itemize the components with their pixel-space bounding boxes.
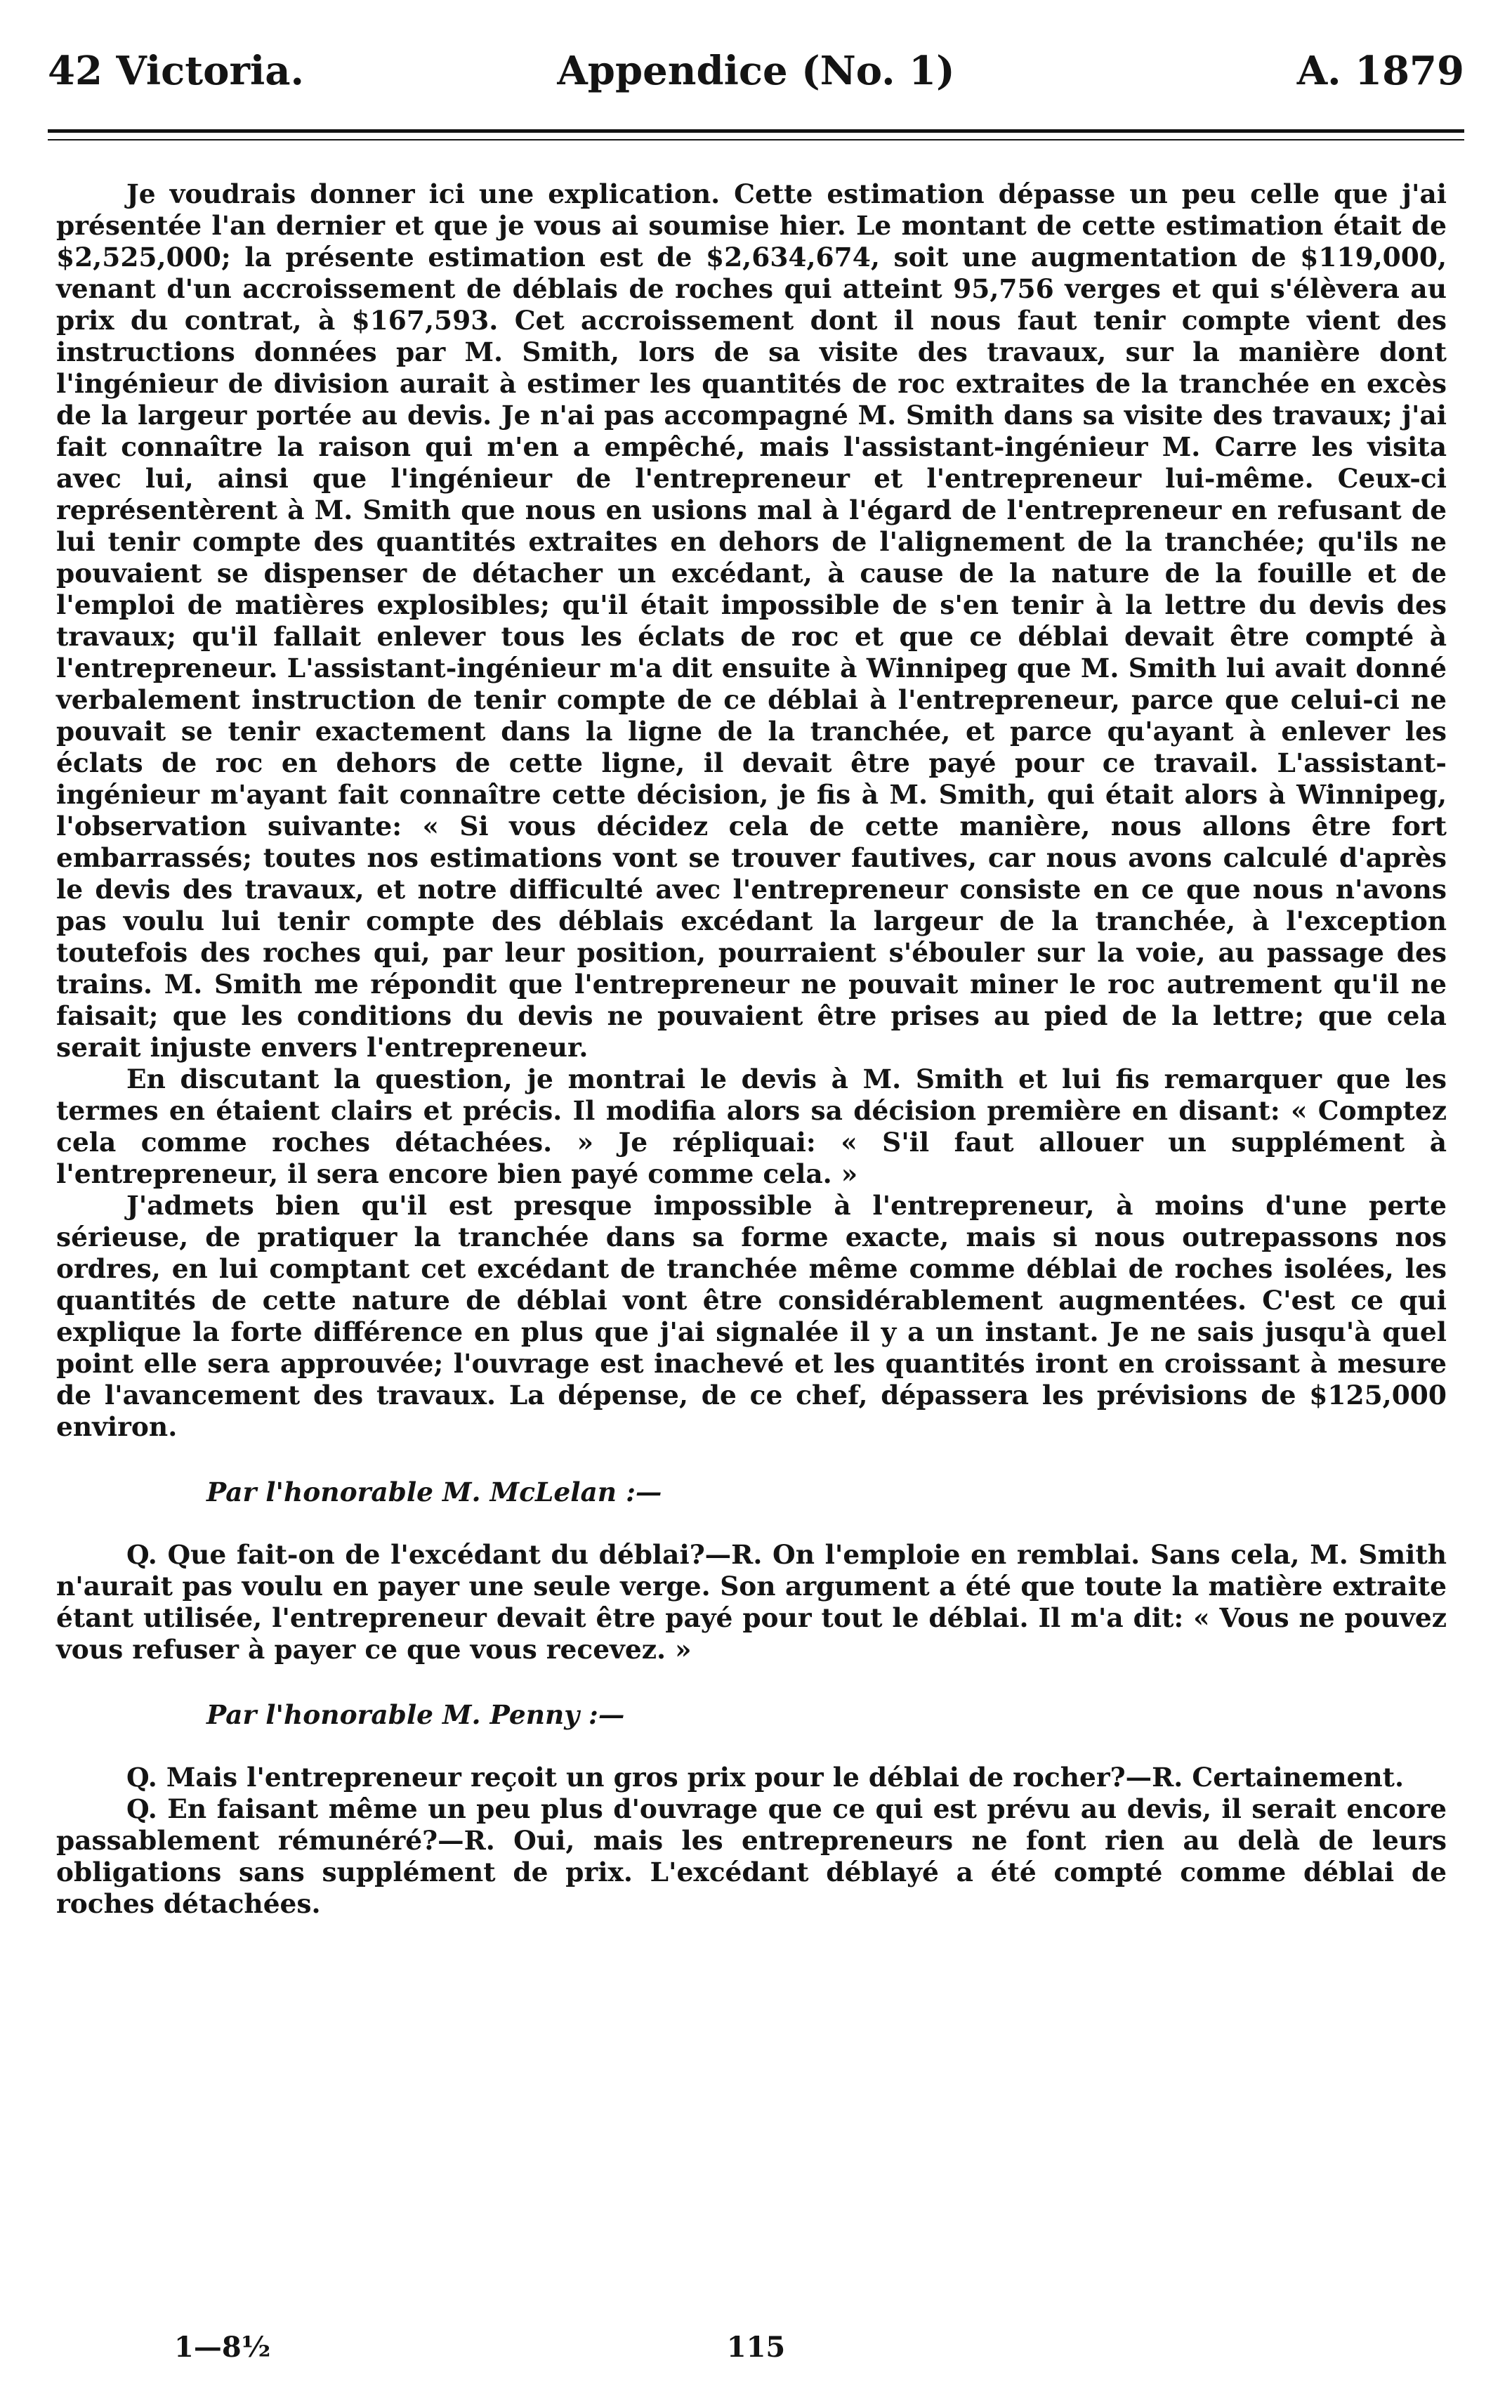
byline-penny: Par l'honorable M. Penny :— (206, 1699, 625, 1730)
byline-mclelan: Par l'honorable M. McLelan :— (206, 1477, 662, 1507)
header-rule-thin (48, 139, 1464, 140)
header-title: Appendice (No. 1) (557, 48, 955, 94)
header-year: A. 1879 (1296, 48, 1464, 94)
question-answer: Q. Que fait-on de l'excédant du déblai?—R. On l'emploie en remblai. Sans cela, M. Smith n'aurait pas voulu en payer une seule verge. Son argument a été que toute la matière extraite étant utilisée, l'entrepreneur devait être payé pour tout le déblai. Il m'a dit: « Vous ne pouvez vous refuser à payer ce que vous recevez. » (56, 1539, 1447, 1665)
paragraph: En discutant la question, je montrai le devis à M. Smith et lui fis remarquer que les termes en étaient clairs et précis. Il modifia alors sa décision première en disant: « Comptez cela comme roches détachées. » Je répliquai: « S'il faut allouer un supplément à l'entrepreneur, il sera encore bien payé comme cela. » (56, 1064, 1447, 1189)
signature-mark: 1—8½ (174, 2331, 271, 2364)
header-session: 42 Victoria. (48, 48, 305, 94)
header-rule (48, 129, 1464, 133)
document-body (56, 178, 1447, 1920)
paragraph: J'admets bien qu'il est presque impossible à l'entrepreneur, à moins d'une perte sérieuse, de pratiquer la tranchée dans sa forme exacte, mais si nous outrepassons nos ordres, en lui comptant cet excédant de tranchée même comme déblai de roches isolées, les quantités de cette nature de déblai vont être considérablement augmentées. C'est ce qui explique la forte différence en plus que j'ai signalée il y a un instant. Je ne sais jusqu'à quel point elle sera approuvée; l'ouvrage est inachevé et les quantités iront en croissant à mesure de l'avancement des travaux. La dépense, de ce chef, dépassera les prévisions de $125,000 environ. (56, 1190, 1447, 1442)
page-number: 115 (726, 2331, 786, 2364)
question-answer: Q. Mais l'entrepreneur reçoit un gros prix pour le déblai de rocher?—R. Certainement. (126, 1762, 1405, 1793)
page-footer (48, 2331, 1464, 2373)
paragraph: Je voudrais donner ici une explication. Cette estimation dépasse un peu celle que j'ai présentée l'an dernier et que je vous ai soumise hier. Le montant de cette estimation était de $2,525,000; la présente estimation est de $2,634,674, soit une augmentation de $119,000, venant d'un accroissement de déblais de roches qui atteint 95,756 verges et qui s'élèvera au prix du contrat, à $167,593. Cet accroissement dont il nous faut tenir compte vient des instructions données par M. Smith, lors de sa visite des travaux, sur la manière dont l'ingénieur de division aurait à estimer les quantités de roc extraites de la tranchée en excès de la largeur portée au devis. Je n'ai pas accompagné M. Smith dans sa visite des travaux; j'ai fait connaître la raison qui m'en a empêché, mais l'assistant-ingénieur M. Carre les visita avec lui, ainsi que l'ingénieur de l'entrepreneur et l'entrepreneur lui-même. Ceux-ci représentèrent à M. Smith que nous en usions mal à l'égard de l'entrepreneur en refusant de lui tenir compte des quantités extraites en dehors de l'alignement de la tranchée; qu'ils ne pouvaient se dispenser de détacher un excédant, à cause de la nature de la fouille et de l'emploi de matières explosibles; qu'il était impossible de s'en tenir à la lettre du devis des travaux; qu'il fallait enlever tous les éclats de roc et que ce déblai devait être compté à l'entrepreneur. L'assistant-ingénieur m'a dit ensuite à Winnipeg que M. Smith lui avait donné verbalement instruction de tenir compte de ce déblai à l'entrepreneur, parce que celui-ci ne pouvait se tenir exactement dans la ligne de la tranchée, et parce qu'ayant à enlever les éclats de roc en dehors de cette ligne, il devait être payé pour ce travail. L'assistant-ingénieur m'ayant fait connaître cette décision, je fis à M. Smith, qui était alors à Winnipeg, l'observation suivante: « Si vous décidez cela de cette manière, nous allons être fort embarrassés; toutes nos estimations vont se trouver fautives, car nous avons calculé d'après le devis des travaux, et notre difficulté avec l'entrepreneur consiste en ce que nous n'avons pas voulu lui tenir compte des déblais excédant la largeur de la tranchée, à l'exception toutefois des roches qui, par leur position, pourraient s'ébouler sur la voie, au passage des trains. M. Smith me répondit que l'entrepreneur ne pouvait miner le roc autrement qu'il ne faisait; que les conditions du devis ne pouvaient être prises au pied de la lettre; que cela serait injuste envers l'entrepreneur. (56, 178, 1447, 1063)
question-answer: Q. En faisant même un peu plus d'ouvrage que ce qui est prévu au devis, il serait encore passablement rémunéré?—R. Oui, mais les entrepreneurs ne font rien au delà de leurs obligations sans supplément de prix. L'excédant déblayé a été compté comme déblai de roches détachées. (56, 1793, 1447, 1919)
page-header (48, 48, 1464, 104)
